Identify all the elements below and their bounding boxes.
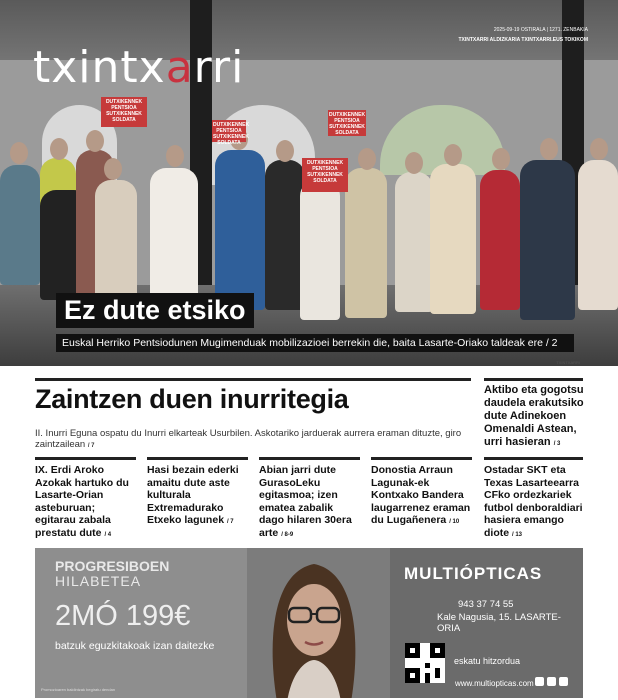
twitter-icon[interactable] xyxy=(547,677,556,686)
brief-story[interactable]: Abian jarri dute GurasoLeku egitasmoa; izen ematea zabalik dago hilaren 30era arte / 8-9 xyxy=(259,464,352,539)
cover-headline[interactable]: Ez dute etsiko xyxy=(56,293,254,328)
ad-address: Kale Nagusia, 15. LASARTE-ORIA xyxy=(437,612,561,634)
photo-credit: TXINTXARRI xyxy=(556,360,580,365)
side-story[interactable]: Aktibo eta gogotsu daudela erakutsiko dute Adinekoen Omenaldi Astean, urri hasieran / 3 xyxy=(484,384,584,448)
brief-story[interactable]: IX. Erdi Aroko Azokak hartuko du Lasarte-Orian asteburuan; egitarau zabala prestatu dute / 4 xyxy=(35,464,129,539)
main-story-title[interactable]: Zaintzen duen inurritegia xyxy=(35,384,349,414)
brief-story[interactable]: Donostia Arraun Lagunak-ek Kontxako Bandera laugarrenez eraman du Lugañenera / 10 xyxy=(371,464,471,526)
section-rule xyxy=(371,457,472,460)
masthead-tagline: TXINTXARRI ALDIZKARIA TXINTXARRI.EUS TOKIKOM xyxy=(458,37,588,43)
advertisement[interactable] xyxy=(35,548,583,698)
protest-sign: DUTXIKENNEK PENTSIOA SUTXIKENNEK SOLDATA xyxy=(213,122,250,146)
section-rule xyxy=(35,457,136,460)
ad-headline: PROGRESIBOEN xyxy=(55,558,170,574)
section-rule xyxy=(259,457,360,460)
issue-line: 2025-09-19 OSTIRALA | 1271. ZENBAKIA xyxy=(493,27,588,33)
section-rule xyxy=(35,378,471,381)
facebook-icon[interactable] xyxy=(535,677,544,686)
protest-sign: DUTXIKENNEK PENTSIOA SUTXIKENNEK SOLDATA xyxy=(302,158,348,192)
ad-cta[interactable]: eskatu hitzordua xyxy=(454,656,521,666)
ad-subheadline: HILABETEA xyxy=(55,573,142,589)
protest-sign: DUTXIKENNEK PENTSIOA SUTXIKENNEK SOLDATA xyxy=(101,97,147,127)
protest-sign: DUTXIKENNEK PENTSIOA SUTXIKENNEK SOLDATA xyxy=(329,112,366,136)
brief-story[interactable]: Hasi bezain ederki amaitu dute aste kulturala Extremadurako Etxeko lagunek / 7 xyxy=(147,464,239,526)
ad-price: 2MÓ 199€ xyxy=(55,600,191,632)
section-rule xyxy=(147,457,248,460)
brief-story[interactable]: Ostadar SKT eta Texas Lasarteearra CFko ordezkariek futbol denboraldiari hasiera emango diote / 13 xyxy=(484,464,583,539)
section-rule xyxy=(484,378,583,381)
instagram-icon[interactable] xyxy=(559,677,568,686)
main-story-lead: II. Inurri Eguna ospatu du Inurri elkarteak Usurbilen. Askotariko jarduerak aurrera eraman dituzte, giro zaintzailean / 7 xyxy=(35,428,462,450)
ad-website[interactable]: www.multiopticas.com xyxy=(455,679,534,688)
crowd xyxy=(0,120,618,320)
model-photo xyxy=(257,552,371,698)
masthead-logo[interactable]: txintxarri xyxy=(33,42,245,93)
cover-subhead: Euskal Herriko Pentsiodunen Mugimenduak mobilizazioei berrekin die, baita Lasarte-Oriako taldeak ere / 2 xyxy=(56,334,574,352)
section-rule xyxy=(484,457,583,460)
ad-brand: MULTIÓPTICAS xyxy=(404,564,543,583)
qr-code-icon[interactable] xyxy=(405,643,445,683)
ad-note: batzuk eguzkitakoak izan daitezke xyxy=(55,640,215,652)
ad-phone[interactable]: 943 37 74 55 xyxy=(458,599,514,610)
ad-fine-print: Promozioaren baldintzak begiratu dendan xyxy=(41,687,116,692)
